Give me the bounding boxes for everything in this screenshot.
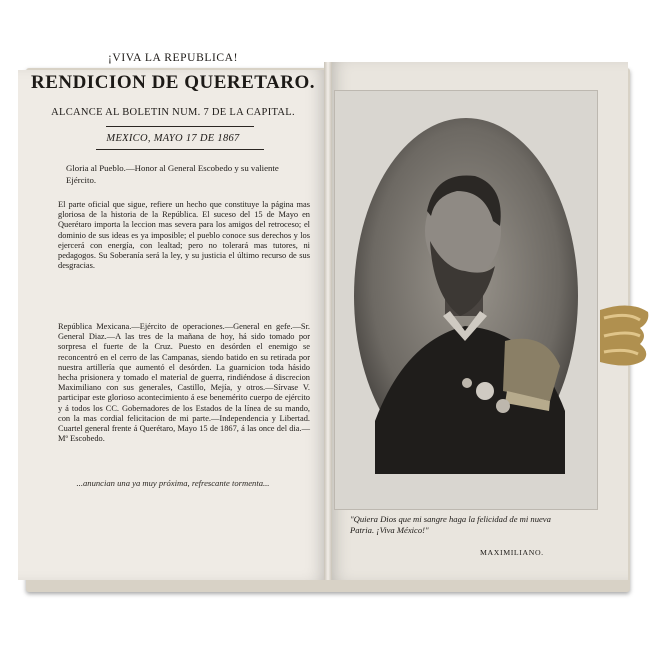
- dateline: MEXICO, MAYO 17 DE 1867: [106, 133, 240, 144]
- signature: MAXIMILIANO.: [480, 548, 544, 557]
- viva-heading: ¡VIVA LA REPUBLICA!: [107, 52, 239, 64]
- paragraph-intro: El parte oficial que sigue, refiere un hecho que constituye la página mas gloriosa de la historia de la República. El suceso del 15 de Mayo en Querétaro importa la leccion mas severa para los amigos del retroceso; el dominio de sus ideas es ya imposible; el pueblo conoce sus derechos y los ejercerá con energía, con lealtad; pero no tolerará mas tutores, ni pedagogos. Su Soberanía será la ley, y su justicia el último recurso de sus desgracias.: [58, 200, 310, 271]
- divider-rule: [106, 126, 254, 127]
- footer-line: ...anuncian una ya muy próxima, refrescante tormenta...: [76, 478, 270, 488]
- subtitle: ALCANCE AL BOLETIN NUM. 7 DE LA CAPITAL.: [51, 107, 295, 118]
- page-title: RENDICION DE QUERETARO.: [30, 72, 316, 93]
- brass-clasp: [600, 300, 650, 375]
- gloria-line: Gloria al Pueblo.—Honor al General Escobedo y su valiente Ejército.: [66, 163, 279, 185]
- divider-rule: [96, 149, 264, 150]
- paragraph-report: República Mexicana.—Ejército de operaciones.—General en gefe.—Sr. General Diaz.—A las tres de la mañana de hoy, há sido tomado por sorpresa el fuerte de la Cruz. Puesto en desórden el enemigo se reconcentró en el cerro de las Campanas, siendo batido en su retirada por nuestra artillería que aumentó el desórden. La guarnicion toda hásido hecha prisionera y tomado el material de guerra, rindiéndose á discrecion Maximiliano con sus generales, Castillo, Mejía, y otros.—Sírvase V. participar este glorioso acontecimiento á ese benemérito cuerpo de ejército y á todos los CC. Gobernadores de los Estados de la línea de su mando, con la mas cordial felicitacion de mi parte.—Independencia y Libertad. Cuartel general frente á Querétaro, Mayo 15 de 1867, á las once del dia.—Mº Escobedo.: [58, 322, 310, 444]
- maximiliano-quote: "Quiera Dios que mi sangre haga la felicidad de mi nueva Patria. ¡Viva México!": [350, 514, 551, 535]
- portrait-photo: [334, 90, 598, 510]
